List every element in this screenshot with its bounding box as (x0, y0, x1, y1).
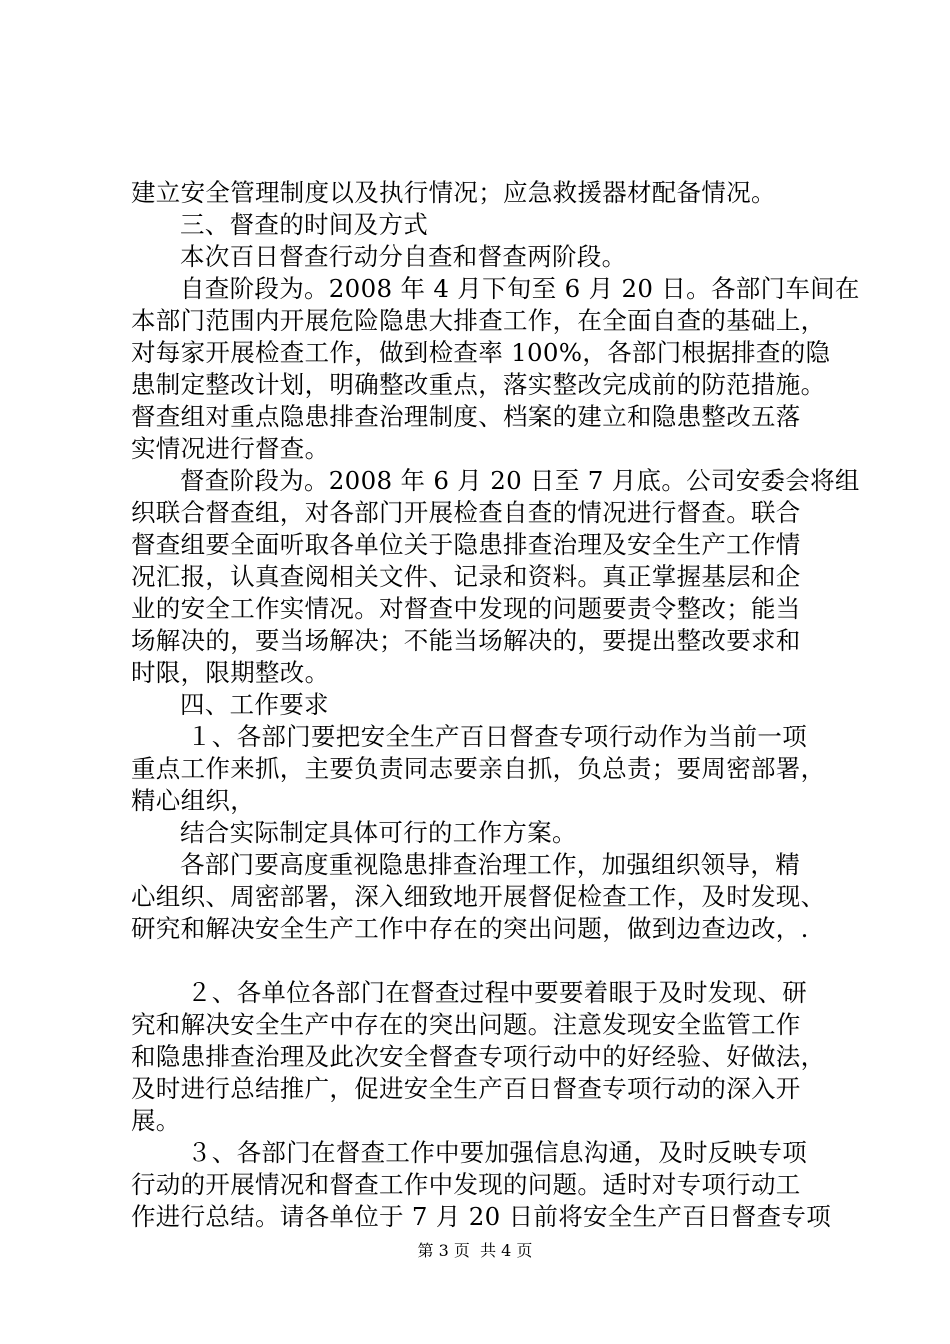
text-line: 行动的开展情况和督查工作中发现的问题。适时对专项行动工 (131, 1170, 801, 1199)
text-line: 研究和解决安全生产工作中存在的突出问题，做到边查边改，. (131, 914, 809, 943)
text-line: 各部门要高度重视隐患排查治理工作，加强组织领导，精 (180, 850, 800, 879)
text-line: 精心组织， (131, 786, 255, 815)
text-line: 结合实际制定具体可行的工作方案。 (180, 818, 577, 847)
text-line: 督查阶段为。2008 年 6 月 20 日至 7 月底。公司安委会将组 (180, 466, 860, 495)
text-line: 心组织、周密部署，深入细致地开展督促检查工作，及时发现、 (131, 882, 826, 911)
text-line: 督查组要全面听取各单位关于隐患排查治理及安全生产工作情 (131, 530, 801, 559)
text-line: ３、各部门在督查工作中要加强信息沟通，及时反映专项 (187, 1138, 807, 1167)
text-line: 场解决的，要当场解决；不能当场解决的，要提出整改要求和 (131, 626, 801, 655)
text-line: 重点工作来抓，主要负责同志要亲自抓，负总责；要周密部署， (131, 754, 826, 783)
text-line: 本次百日督查行动分自查和督查两阶段。 (180, 242, 627, 271)
text-line: 对每家开展检查工作，做到检查率 100%，各部门根据排查的隐 (131, 338, 831, 367)
text-line: 究和解决安全生产中存在的突出问题。注意发现安全监管工作 (131, 1010, 801, 1039)
page-number-footer: 第 3 页 共 4 页 (417, 1241, 533, 1260)
text-line: 时限，限期整改。 (131, 658, 330, 687)
text-line: 督查组对重点隐患排查治理制度、档案的建立和隐患整改五落 (131, 402, 801, 431)
text-line: 作进行总结。请各单位于 7 月 20 日前将安全生产百日督查专项 (131, 1202, 832, 1231)
text-line: 和隐患排查治理及此次安全督查专项行动中的好经验、好做法， (131, 1042, 826, 1071)
text-line: 展。 (131, 1106, 181, 1135)
section-heading: 三、督查的时间及方式 (180, 210, 428, 239)
section-heading: 四、工作要求 (180, 690, 329, 719)
text-line: 业的安全工作实情况。对督查中发现的问题要责令整改；能当 (131, 594, 801, 623)
text-line: 织联合督查组，对各部门开展检查自查的情况进行督查。联合 (131, 498, 801, 527)
text-line: 实情况进行督查。 (131, 434, 330, 463)
text-line: 况汇报，认真查阅相关文件、记录和资料。真正掌握基层和企 (131, 562, 801, 591)
text-line: 患制定整改计划，明确整改重点，落实整改完成前的防范措施。 (131, 370, 826, 399)
text-line: 自查阶段为。2008 年 4 月下旬至 6 月 20 日。各部门车间在 (180, 274, 860, 303)
text-line: 及时进行总结推广，促进安全生产百日督查专项行动的深入开 (131, 1074, 801, 1103)
text-line: 本部门范围内开展危险隐患大排查工作，在全面自查的基础上， (131, 306, 826, 335)
text-line: １、各部门要把安全生产百日督查专项行动作为当前一项 (187, 722, 807, 751)
text-line: 建立安全管理制度以及执行情况；应急救援器材配备情况。 (131, 178, 776, 207)
text-line: ２、各单位各部门在督查过程中要要着眼于及时发现、研 (187, 978, 807, 1007)
